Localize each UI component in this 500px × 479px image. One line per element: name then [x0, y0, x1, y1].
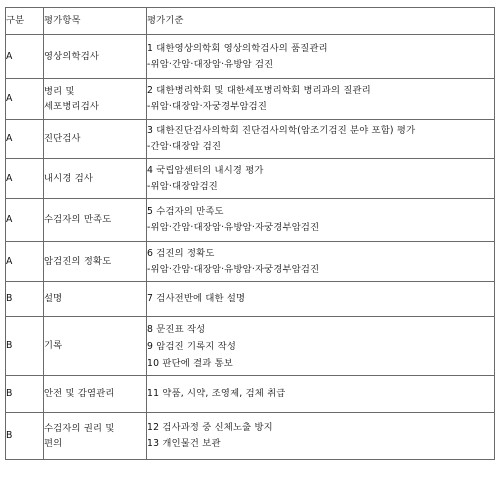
row-item [44, 199, 147, 242]
table-row [6, 120, 495, 159]
row-criteria [147, 199, 495, 242]
row-item-line: 암검진의 정확도 [44, 255, 112, 267]
row-item-line: 진단검사 [44, 133, 81, 144]
row-category: B [6, 317, 44, 376]
row-criteria [147, 242, 495, 282]
row-item-line: 수검자의 권리 및 [44, 423, 115, 434]
criteria-line: 1 대한영상의학회 영상의학검사의 품질관리 [147, 42, 328, 54]
criteria-line: 12 검사과정 중 신체노출 방지 [147, 422, 273, 433]
row-criteria [147, 413, 495, 460]
criteria-line: 2 대한병리학회 및 대한세포병리학회 병리과의 질관리 [147, 85, 371, 96]
row-category: A [6, 35, 44, 79]
table-row [6, 79, 495, 120]
criteria-line: 10 판단에 결과 통보 [147, 357, 233, 369]
row-item [44, 35, 147, 79]
criteria-line: 7 검사전반에 대한 설명 [147, 293, 246, 304]
criteria-line: 13 개인물건 보관 [147, 438, 221, 449]
criteria-line: -위암·대장암검진 [147, 180, 218, 192]
criteria-line: -위암·간암·대장암·유방암 검진 [147, 58, 274, 70]
table-row [6, 317, 495, 376]
row-category: B [6, 376, 44, 413]
table-row [6, 413, 495, 460]
row-item [44, 317, 147, 376]
row-item [44, 79, 147, 120]
criteria-line: 8 문진표 작성 [147, 323, 206, 335]
row-item [44, 242, 147, 282]
table-row [6, 242, 495, 282]
row-item-line: 병리 및 [44, 86, 75, 97]
row-item-line: 안전 및 감염관리 [44, 388, 115, 399]
row-item [44, 282, 147, 317]
row-item-line: 영상의학검사 [44, 50, 100, 62]
row-criteria [147, 376, 495, 413]
row-category: B [6, 282, 44, 317]
row-criteria [147, 282, 495, 317]
header-item: 평가항목 [44, 8, 147, 35]
header-category: 구분 [6, 8, 44, 35]
table-header-row [6, 8, 495, 35]
evaluation-criteria-table [5, 7, 495, 460]
row-criteria [147, 120, 495, 159]
row-category: A [6, 199, 44, 242]
row-category: A [6, 120, 44, 159]
row-item [44, 120, 147, 159]
criteria-line: -위암·대장암·자궁경부암검진 [147, 101, 268, 112]
row-criteria [147, 79, 495, 120]
criteria-line: -위암·간암·대장암·유방암·자궁경부암검진 [147, 263, 320, 275]
row-item-line: 설명 [44, 293, 63, 304]
row-category: A [6, 79, 44, 120]
criteria-line: 5 수검자의 만족도 [147, 206, 224, 217]
row-category: B [6, 413, 44, 460]
table-row [6, 35, 495, 79]
row-item [44, 159, 147, 199]
criteria-line: -위암·간암·대장암·유방암·자궁경부암검진 [147, 222, 320, 233]
row-item-line: 수검자의 만족도 [44, 214, 112, 225]
row-category: A [6, 159, 44, 199]
table-row [6, 199, 495, 242]
row-item-line: 기록 [44, 340, 63, 351]
criteria-line: 11 약품, 시약, 조영제, 검체 취급 [147, 388, 286, 399]
criteria-line: 4 국립암센터의 내시경 평가 [147, 164, 264, 176]
row-item-line: 세포병리검사 [44, 101, 100, 112]
row-item [44, 376, 147, 413]
row-criteria [147, 317, 495, 376]
criteria-line: -간암·대장암 검진 [147, 141, 222, 152]
table-row [6, 159, 495, 199]
row-item-line: 편의 [44, 438, 63, 449]
table-row [6, 376, 495, 413]
row-item-line: 내시경 검사 [44, 172, 94, 184]
row-category: A [6, 242, 44, 282]
row-criteria [147, 35, 495, 79]
header-criteria: 평가기준 [147, 8, 495, 35]
criteria-line: 6 검진의 정확도 [147, 247, 215, 259]
row-criteria [147, 159, 495, 199]
row-item [44, 413, 147, 460]
table-row [6, 282, 495, 317]
criteria-line: 3 대한진단검사의학회 진단검사의학(암조기검진 분야 포함) 평가 [147, 125, 416, 136]
criteria-line: 9 암검진 기록지 작성 [147, 340, 237, 352]
